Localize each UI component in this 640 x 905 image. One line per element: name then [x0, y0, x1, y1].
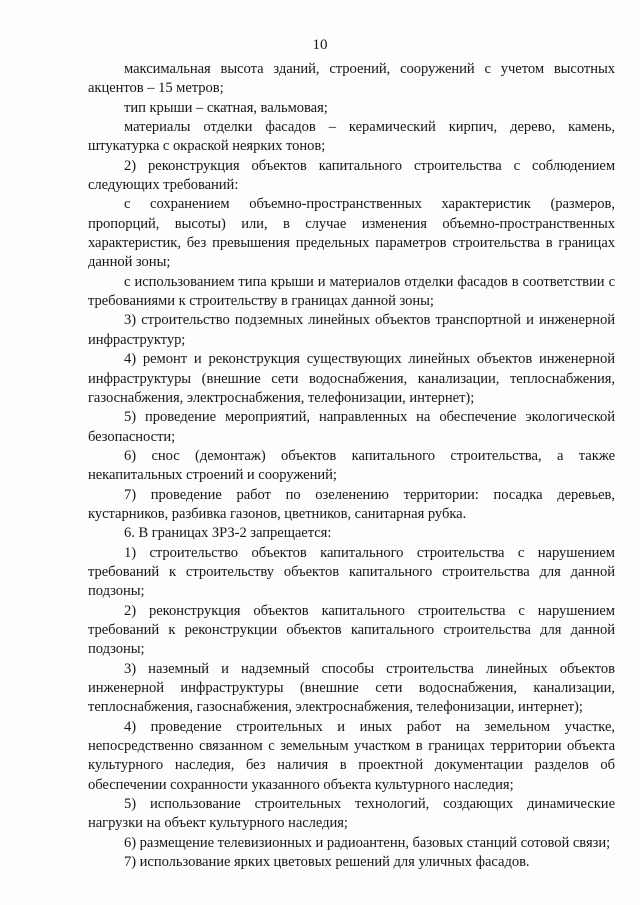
paragraph-max-height: максимальная высота зданий, строений, сооружений с учетом высотных акцентов – 15 метров; [88, 61, 615, 97]
paragraph-prohibited-reconstruction: 2) реконструкция объектов капитального строительства с нарушением требований к реконструкции объектов капитального строительства для данной подзоны; [88, 602, 615, 658]
paragraph-prohibited-works-without-docs: 4) проведение строительных и иных работ на земельном участке, непосредственно связанном с земельным участком в границах территории объекта культурного наследия, без наличия в проектной документации разделов об обеспечении сохранности указанного объекта культурного наследия; [88, 718, 615, 793]
paragraph-facade-materials: материалы отделки фасадов – керамический кирпич, дерево, камень, штукатурка с окраской неярких тонов; [88, 119, 615, 155]
paragraph-reconstruction-requirements: 2) реконструкция объектов капитального строительства с соблюдением следующих требований: [88, 157, 615, 194]
paragraph-prohibited-aboveground-lines: 3) наземный и надземный способы строительства линейных объектов инженерной инфраструктуры (внешние сети водоснабжения, канализации, теплоснабжения, газоснабжения, электроснабжения, телефонизации, интернет); [88, 660, 615, 716]
paragraph-preserve-characteristics: с сохранением объемно-пространственных характеристик (размеров, пропорций, высоты) или, в случае изменения объемно-пространственных характеристик, без превышения предельных параметров строительства в границах данной зоны; [88, 196, 615, 271]
document-body [88, 60, 615, 872]
paragraph-repair-engineering: 4) ремонт и реконструкция существующих линейных объектов инженерной инфраструктуры (внешние сети водоснабжения, канализации, теплоснабжения, газоснабжения, электроснабжения, телефонизации, интернет); [88, 351, 615, 406]
paragraph-underground-lines: 3) строительство подземных линейных объектов транспортной и инженерной инфраструктур; [88, 312, 615, 348]
paragraph-landscaping: 7) проведение работ по озеленению территории: посадка деревьев, кустарников, разбивка газонов, цветников, санитарная рубка. [88, 486, 615, 522]
paragraph-demolition: 6) снос (демонтаж) объектов капитального строительства, а также некапитальных строений и сооружений; [88, 447, 615, 484]
page-number: 10 [312, 37, 328, 53]
paragraph-ecological-safety: 5) проведение мероприятий, направленных на обеспечение экологической безопасности; [88, 409, 615, 445]
paragraph-prohibited-dynamic-loads: 5) использование строительных технологий, создающих динамические нагрузки на объект культурного наследия; [88, 796, 615, 832]
paragraph-prohibited-bright-colors: 7) использование ярких цветовых решений для уличных фасадов. [124, 854, 530, 871]
paragraph-roof-type: тип крыши – скатная, вальмовая; [124, 99, 328, 116]
paragraph-roof-materials: с использованием типа крыши и материалов отделки фасадов в соответствии с требованиями к строительству в границах данной зоны; [88, 273, 615, 310]
paragraph-zrz2-prohibited-heading: 6. В границах ЗРЗ-2 запрещается: [124, 525, 332, 542]
paragraph-prohibited-construction: 1) строительство объектов капитального строительства с нарушением требований к строительству объектов капитального строительства для данной подзоны; [88, 544, 615, 600]
paragraph-prohibited-antennas: 6) размещение телевизионных и радиоантенн, базовых станций сотовой связи; [124, 834, 611, 851]
